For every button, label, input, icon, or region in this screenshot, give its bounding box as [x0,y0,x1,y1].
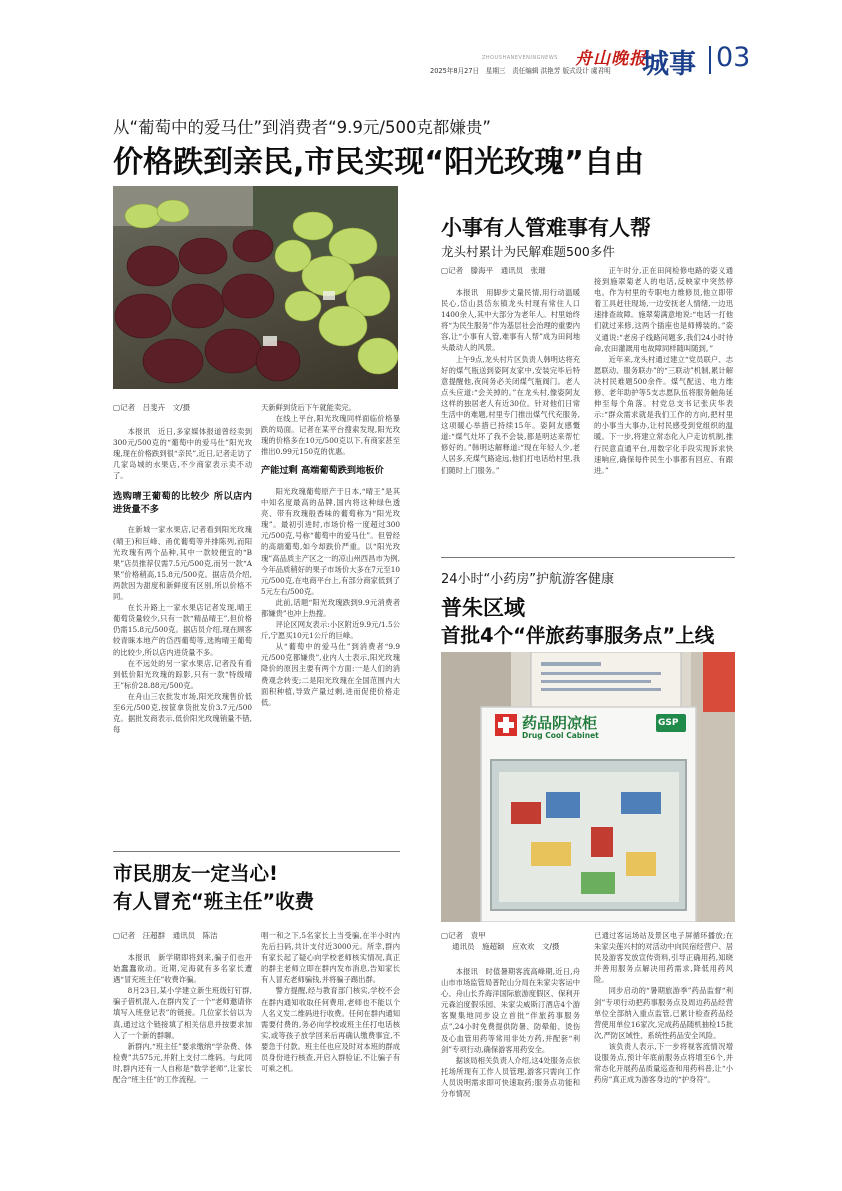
article3-headline-line2: 首批4个“伴旅药事服务点”上线 [441,624,715,647]
section-divider [441,557,735,558]
article2-col1 [441,287,580,476]
article2-subtitle: 龙头村累计为民解难题500多件 [441,244,615,259]
article4-headline-line1: 市民朋友一定当心! [113,862,278,885]
article2-paragraph: 近年来,龙头村通过建立“党员联户、志愿联动、服务联办”的“三联动”机制,累计解决村民难题500余件。煤气配送、电力维修、老年助护等5支志愿队伍将服务触角延伸至每个角落。村党总支书记张庆华表示:“群众需求就是我们工作的方向,把村里的小事当大事办,让村民感受到党组织的温暖。下一步,将建立常态化入户走访机制,推行民意直通平台,用数字化手段实现诉求快速响应,确保每件民生小事都有回应、有跟进。” [594,354,733,475]
article4-byline-text: 记者 汪超群 通讯员 陈洁 [120,931,218,940]
article1-paragraph: 此前,话题“阳光玫瑰跌到9.9元消费者都嫌贵”也冲上热搜。 [261,597,400,618]
article2-byline: ▢记者 滕海平 通讯员 张璀 [441,266,546,275]
article4-paragraph: 本报讯 新学期即将到来,骗子们也开始蠢蠢欲动。近期,定海就有多名家长遭遇“冒充班主任”收费诈骗。 [113,953,252,985]
header-pinyin: ZHOUSHANEVENINGNEWS [482,55,558,61]
article4-headline-line2: 有人冒充“班主任”收费 [113,890,315,913]
article2-byline-text: 记者 滕海平 通讯员 张璀 [448,266,546,275]
cabinet-label-en: Drug Cool Cabinet [522,731,599,740]
article1-paragraph: 评论区网友表示:小区附近9.9元/1.5公斤,宁愿买10元1公斤的巨峰。 [261,620,400,641]
header-divider [709,46,711,74]
article4-paragraph: 唱一和之下,5名家长上当受骗,在半小时内先后扫码,共计支付近3000元。所幸,群内有家长起了疑心向学校老师核实情况,真正的群主老师立即在群内发布消息,告知家长有人冒充老师骗钱,并将骗子踢出群。 [261,931,400,985]
article4-col2 [261,930,400,1074]
article1-col1 [113,426,252,735]
article1-kicker: 从“葡萄中的爱马仕”到消费者“9.9元/500克都嫌贵” [113,118,491,137]
article4-paragraph: 8月23日,某小学建立新生班级钉钉群,骗子借机混入,在群内发了一个“老师邀请你填写入班登记表”的链接。几位家长信以为真,通过这个链接填了相关信息并按要求加入了一个新的群聊。 [113,986,252,1040]
article2-paragraph: 正午时分,正在田间检修电路的姿义通接到施翠菊老人的电话,反映家中突然停电。作为村里的专职电力维修员,他立即带着工具赶往现场,一边安抚老人情绪,一边迅速排查故障。施翠菊满意地说:“电话一打他们就过来修,这两个插座也是师傅装的。”姿义通说:“老房子线路问题多,我们24小时待命,农田灌溉用电故障同样随叫随到。” [594,266,733,353]
article3-byline-sub: 通讯员 施超颖 应欢欢 文/摄 [452,942,560,951]
section-divider [113,851,400,852]
article3-byline: ▢记者 袁甲 通讯员 施超颖 应欢欢 文/摄 [441,931,560,951]
article4-byline: ▢记者 汪超群 通讯员 陈洁 [113,931,218,940]
article2-headline: 小事有人管难事有人帮 [441,216,651,240]
article3-paragraph: 本报讯 时值暑期客流高峰期,近日,舟山市市场监管局普陀山分局在朱家尖客运中心、舟山长乔海洋国际旅游度假区、保利开元森泊度假乐园、朱家尖威斯汀酒店4个游客聚集地同步设立首批“伴旅药事服务点”,24小时免费提供防暑、防晕船、烫伤及心血管用药等常用非处方药,并配套“利剑”专项行动,确保游客用药安全。 [441,967,580,1054]
article3-col1 [441,966,580,1099]
article3-paragraph: 同步启动的“暑期旅游季”药品监督“利剑”专项行动把药事服务点及周边药品经营单位全部纳入重点监管,已累计检查药品经营使用单位16家次,完成药品随机抽检15批次,严防区域性、系统性药品安全风险。 [594,986,733,1040]
article1-headline: 价格跌到亲民,市民实现“阳光玫瑰”自由 [113,145,644,180]
grape-stall-photo [113,186,398,389]
article1-paragraph: 天新鲜到货后下午就能卖完。 [261,403,356,412]
article3-paragraph: 该负责人表示,下一步将视客流情况增设服务点,预计年底前服务点将增至6个,并常态化开展药品质量巡查和用药科普,让“小药房”真正成为游客身边的“护身符”。 [594,1041,733,1085]
article1-paragraph: 在不远处的另一家水果店,记者没有看到低价阳光玫瑰的踪影,只有一款“特级晴王”标价28.88元/500克。 [113,658,252,690]
section-name: 城事 [642,49,696,80]
article1-paragraph: 在新城一家水果店,记者看到阳光玫瑰(晴王)和巨峰、甬优葡萄等并排陈列,而阳光玫瑰有两个品种,其中一款较便宜的“B果”店员推荐仅需7.5元/500克,而另一款“A果”价格稍高,15.8元/500克。据店员介绍,两款因为甜度和新鲜度有区别,所以价格不同。 [113,525,252,602]
article2-paragraph: 上午9点,龙头村片区负责人韩明达将充好的煤气瓶送到姿阿友家中,安装完毕后特意提醒他,夜间务必关闭煤气瓶阀门。老人点头应道:“会关掉的。”在龙头村,像姿阿友这样的独居老人有近30位。针对他们日常生活中的难题,村里专门推出煤气代充服务,这项暖心举措已持续15年。姿阿友感慨道:“煤气灶坏了我不会装,都是明达来帮忙修好的。”韩明达解释道:“现在年轻人少,老人居多,充煤气路途远,他们打电话给村里,我们随时上门服务。” [441,354,580,475]
drug-cabinet-photo [441,652,735,922]
cabinet-label: 药品阴凉柜 [522,714,598,732]
article3-kicker: 24小时“小药房”护航游客健康 [441,572,615,587]
article4-paragraph: 警方提醒,经与教育部门核实,学校不会在群内通知收取任何费用,老师也不能以个人名义发二维码进行收费。任何在群内通知需要付费的,务必向学校或班主任打电话核实,或等孩子放学回来后再确认缴费事宜,不要急于付款。班主任也应及时对本班的群成员身份进行核查,开启入群验证,不让骗子有可乘之机。 [261,986,400,1074]
article1-paragraph: 在线上平台,阳光玫瑰同样面临价格暴跌的局面。记者在某平台搜索发现,阳光玫瑰的价格多在10元/500克以下,有商家甚至推出0.99元150克的优惠。 [261,414,400,457]
article1-paragraph: 从“葡萄中的爱马仕”到消费者“9.9元/500克都嫌贵”,业内人士表示,阳光玫瑰降价的原因主要有两个方面:一是人们的消费观念转变;二是阳光玫瑰在全国范围内大面积种植,导致产量过剩,进而促使价格走低。 [261,642,400,707]
article2-col2 [594,265,733,476]
brand-logo: 舟山晚报 [575,49,647,69]
article2-paragraph: 本报讯 用脚步丈量民情,用行动温暖民心,岱山县岱东镇龙头村现有常住人口1400余人,其中大部分为老年人。村里始终将“为民生服务”作为基层社会治理的重要内容,让“小事有人管,难事有人帮”成为田间地头最动人的风景。 [441,288,580,353]
article4-col1 [113,952,252,1085]
header-meta: 2025年8月27日 星期三 责任编辑 洪艳芳 版式设计 虞君明 [430,67,611,75]
article3-paragraph: 据该局相关负责人介绍,这4处服务点依托场所现有工作人员管理,游客只需向工作人员说明需求即可快速取药;服务点功能和分布情况 [441,1055,580,1099]
article3-headline-line1: 普朱区域 [441,596,525,620]
article3-col2 [594,930,733,1085]
page-number: 03 [716,42,751,73]
article4-paragraph: 新群内,“班主任”要求缴纳“学杂费、体检费”共575元,并附上支付二维码。与此同时,群内还有一人自称是“数学老师”,让家长配合“班主任”的工作流程。一 [113,1041,252,1085]
article1-paragraph: 在舟山三农批发市场,阳光玫瑰售价低至6元/500克,按筐拿货批发价3.7元/500克。据批发商表示,低价阳光玫瑰销量不错,每 [113,691,252,735]
article1-subhead-1: 选购晴王葡萄的比较少 所以店内进货量不多 [113,491,252,515]
article3-byline-text: 记者 袁甲 [448,931,486,940]
article1-byline-text: 记者 吕斐卉 文/摄 [120,403,191,412]
cabinet-gsp: GSP [658,718,679,728]
article1-byline: ▢记者 吕斐卉 文/摄 [113,403,191,412]
article1-paragraph: 在长升路上一家水果店记者发现,晴王葡萄货量较少,只有一款“精品晴王”,但价格仍需15.8元/500克。据店员介绍,现在顾客较青睐本地产的岱西葡萄等,选购晴王葡萄的比较少,所以店内进货量不多。 [113,603,252,657]
article3-paragraph: 已通过客运场站及景区电子屏循环播放;在朱家尖莲兴村的对活动中向民宿经营户、居民及游客发放宣传资料,引导正确用药,知晓并善用服务点解决用药需求,降低用药风险。 [594,931,733,985]
article1-paragraph: 阳光玫瑰葡萄原产于日本,“晴王”是其中知名度最高的品牌,国内将这种绿色透亮、带有玫瑰般香味的葡萄称为“阳光玫瑰”。最初引进时,市场价格一度超过300元/500克,号称“葡萄中的爱马仕”。但曾经的高端葡萄,如今却跌价严重。以“阳光玫瑰”高品质主产区之一的凉山州西昌市为例,今年品质稍好的果子市场价大多在7元至10元/500克,在电商平台上,有部分商家低到了5元左右/500克。 [261,486,400,596]
article1-col2 [261,402,400,708]
article1-lead: 本报讯 近日,多家媒体报道曾经卖到300元/500克的“葡萄中的爱马仕”阳光玫瑰,现在价格跌到很“亲民”,近日,记者走访了几家岛城的水果店,不少商家表示卖不动了。 [113,427,252,481]
article1-subhead-2: 产能过剩 高端葡萄跌到地板价 [261,465,384,477]
